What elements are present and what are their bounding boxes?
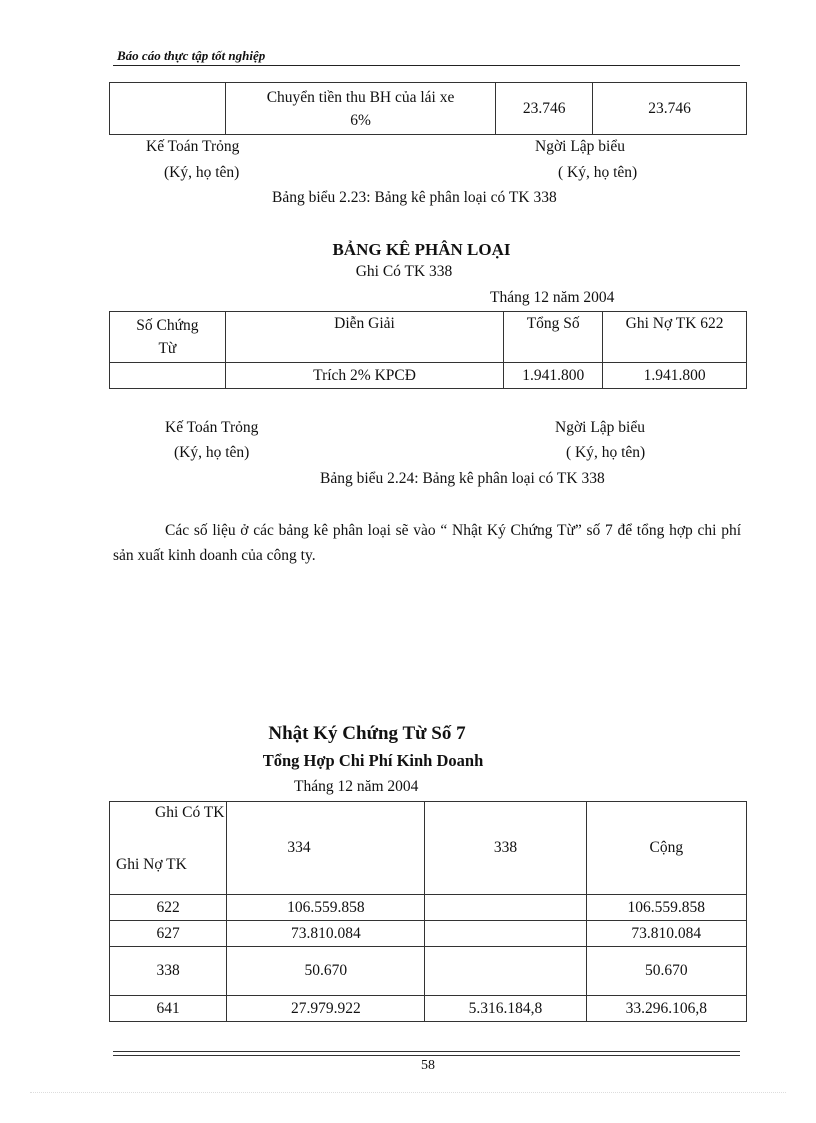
section3-title: Nhật Ký Chứng Từ Số 7 — [268, 723, 466, 744]
cell-total: 33.296.106,8 — [586, 996, 746, 1022]
cell-total: 23.746 — [496, 83, 593, 135]
page-edge-divider — [30, 1092, 786, 1093]
table-row — [110, 947, 747, 996]
cell-334: 106.559.858 — [227, 895, 425, 921]
header-total: Cộng — [586, 802, 746, 895]
table-header-row — [110, 802, 747, 895]
sign2-left-sub: (Ký, họ tên) — [174, 444, 250, 461]
header-338: 338 — [425, 802, 586, 895]
cell-acct: 622 — [110, 895, 227, 921]
cell-acct: 641 — [110, 996, 227, 1022]
header-corner — [110, 802, 227, 895]
header-rule — [113, 65, 740, 66]
sign1-right-sub: ( Ký, họ tên) — [558, 164, 638, 181]
cell-total: 50.670 — [586, 947, 746, 996]
cell-doc — [110, 363, 226, 389]
header-total: Tổng Số — [504, 312, 603, 363]
header-doc — [110, 312, 226, 363]
cell-total: 106.559.858 — [586, 895, 746, 921]
desc-line1: Chuyển tiền thu BH của lái xe — [266, 88, 455, 106]
table-journal — [109, 801, 747, 1022]
section3-month: Tháng 12 năm 2004 — [294, 778, 419, 795]
header-debit: Ghi Nợ TK 622 — [603, 312, 747, 363]
sign1-right-title: Ngời Lập biểu — [535, 138, 625, 155]
sign2-left-title: Kế Toán Trỏng — [165, 419, 259, 436]
cell-debit: 23.746 — [593, 83, 747, 135]
header-desc: Diễn Giải — [225, 312, 503, 363]
header-title: Báo cáo thực tập tốt nghiệp — [117, 48, 266, 63]
section2-title: BẢNG KÊ PHÂN LOẠI — [332, 240, 511, 259]
section2-month: Tháng 12 năm 2004 — [490, 289, 615, 306]
cell-desc: Trích 2% KPCĐ — [225, 363, 503, 389]
table-row — [110, 895, 747, 921]
header-334: 334 — [227, 802, 425, 895]
section2-subtitle: Ghi Có TK 338 — [355, 263, 453, 280]
table-continuation — [109, 82, 747, 135]
cell-acct: 627 — [110, 921, 227, 947]
sign2-right-title: Ngời Lập biểu — [555, 419, 645, 436]
header-doc-line2: Từ — [158, 340, 177, 357]
section3-subtitle: Tổng Hợp Chi Phí Kinh Doanh — [262, 751, 484, 770]
cell-desc — [225, 83, 496, 135]
table-row — [110, 996, 747, 1022]
sign2-right-sub: ( Ký, họ tên) — [566, 444, 646, 461]
sign1-caption: Bảng biểu 2.23: Bảng kê phân loại có TK 338 — [272, 189, 557, 206]
sign2-caption: Bảng biểu 2.24: Bảng kê phân loại có TK 338 — [320, 470, 605, 487]
cell-total: 1.941.800 — [504, 363, 603, 389]
table-row — [110, 921, 747, 947]
cell-338: 5.316.184,8 — [425, 996, 586, 1022]
cell-338 — [425, 947, 586, 996]
cell-acct: 338 — [110, 947, 227, 996]
page-number: 58 — [421, 1058, 435, 1073]
sign1-left-sub: (Ký, họ tên) — [164, 164, 240, 181]
corner-bottom: Ghi Nợ TK — [116, 856, 187, 873]
footer-rule-top — [113, 1051, 740, 1052]
body-paragraph: Các số liệu ở các bảng kê phân loại sẽ vào “ Nhật Ký Chứng Từ” số 7 để tổng hợp chi phí sản xuất kinh doanh của công ty. — [113, 522, 741, 564]
cell-334: 73.810.084 — [227, 921, 425, 947]
table-classification — [109, 311, 747, 389]
cell-338 — [425, 895, 586, 921]
header-doc-line1: Số Chứng — [136, 317, 199, 334]
desc-line2: 6% — [350, 111, 371, 129]
corner-top: Ghi Có TK — [155, 804, 225, 821]
cell-334: 50.670 — [227, 947, 425, 996]
cell-334: 27.979.922 — [227, 996, 425, 1022]
cell-doc — [110, 83, 226, 135]
cell-338 — [425, 921, 586, 947]
table-row — [110, 363, 747, 389]
sign1-left-title: Kế Toán Trỏng — [146, 138, 240, 155]
footer-rule-bottom — [113, 1055, 740, 1056]
table-row — [110, 83, 747, 135]
cell-total: 73.810.084 — [586, 921, 746, 947]
cell-debit: 1.941.800 — [603, 363, 747, 389]
table-header-row — [110, 312, 747, 363]
